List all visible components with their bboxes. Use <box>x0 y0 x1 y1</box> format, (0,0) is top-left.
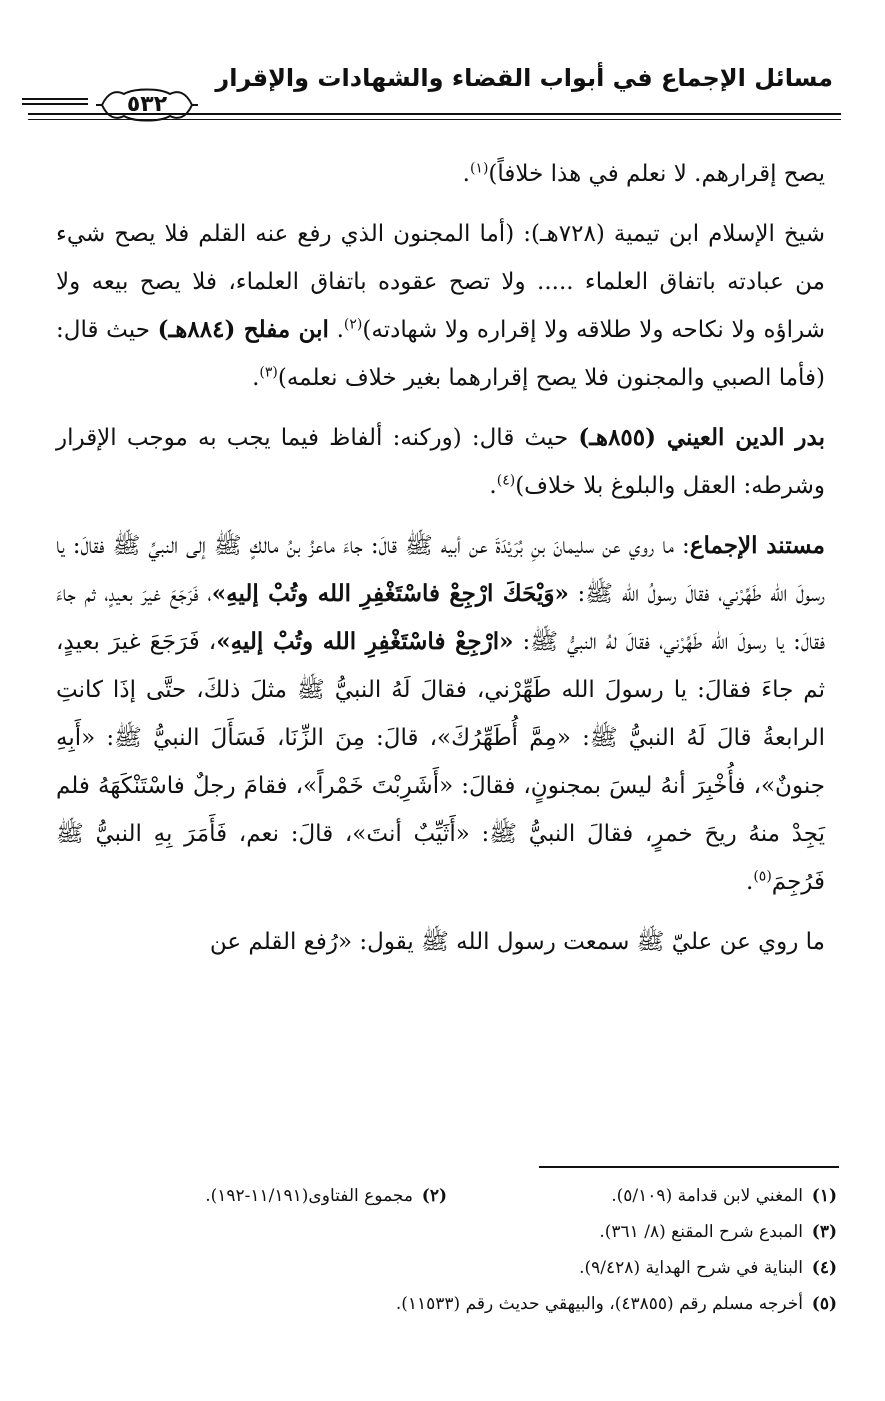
paragraph-text: . <box>489 473 497 499</box>
header-rule-thin <box>28 119 841 120</box>
paragraph-text: ، فَرَجَعَ غيرَ بعيدٍ، ثم جاءَ فقالَ: يا رسولَ الله طَهِّرْني، فقالَ لهُ النبيُّ ﷺ: <box>56 581 826 655</box>
footnote-number: (٣) <box>811 1222 837 1242</box>
hadith-quote: «ارْجِعْ فاسْتَغْفِرِ الله وتُبْ إليهِ» <box>216 628 514 655</box>
paragraph-5 <box>56 918 825 966</box>
header-ornament-lines <box>22 98 88 112</box>
body-text <box>56 150 825 966</box>
footnote-number: (١) <box>811 1186 837 1206</box>
footnote-text: المغني لابن قدامة (٥/١٠٩). <box>611 1186 803 1206</box>
footnote-2 <box>205 1178 447 1214</box>
paragraph-text: . <box>746 869 754 895</box>
footnotes <box>56 1178 837 1322</box>
footnote-separator <box>539 1166 839 1168</box>
paragraph-text: . <box>462 161 470 187</box>
footnote-text: أخرجه مسلم رقم (٤٣٨٥٥)، والبيهقي حديث رقم (١١٥٣٣). <box>395 1294 803 1314</box>
running-title: مسائل الإجماع في أبواب القضاء والشهادات والإقرار <box>215 64 833 92</box>
footnote-row <box>56 1286 837 1322</box>
footnote-number: (٥) <box>811 1294 837 1314</box>
paragraph-2 <box>56 210 825 402</box>
paragraph-text: شيخ الإسلام ابن تيمية (٧٢٨هـ): (أما المجنون الذي رفع عنه القلم فلا يصح شيء من عبادته باتفاق العلماء ..... ولا تصح عقوده باتفاق العلماء، فلا يصح بيعه ولا شراؤه ولا نكاحه ولا طلاقه ولا إقراره ولا شهادته) <box>56 221 825 343</box>
footnote-ref: (٢) <box>343 316 363 333</box>
paragraph-4 <box>56 522 825 906</box>
page-number: ٥٣٢ <box>126 92 168 117</box>
paragraph-text: حيث قال: (فأما الصبي والمجنون فلا يصح إقرارهما بغير خلاف نعلمه) <box>56 317 825 391</box>
paragraph-text: يصح إقرارهم. لا نعلم في هذا خلافاً) <box>488 161 825 187</box>
footnote-4 <box>579 1250 837 1286</box>
paragraph-text: ، فَرَجَعَ غيرَ بعيدٍ، ثم جاءَ فقالَ: يا رسولَ الله طَهِّرْني، فقالَ لَهُ النبيُّ ﷺ مثلَ ذلكَ، حتَّى إذَا كانتِ الرابعةُ قالَ لَهُ النبيُّ ﷺ: «مِمَّ أُطَهِّرُكَ»، قالَ: مِنَ الزِّنَا، فَسَأَلَ النبيُّ ﷺ: «أَبِهِ جنونٌ»، فأُخْبِرَ أنهُ ليسَ بمجنونٍ، فقالَ: «أَشَرِبْتَ خَمْراً»، فقامَ رجلٌ فاسْتَنْكَهَهُ فلم يَجِدْ منهُ ريحَ خمرٍ، فقالَ النبيُّ ﷺ: «أَثَيِّبٌ أنتَ»، قالَ: نعم، فَأَمَرَ بِهِ النبيُّ ﷺ فَرُجِمَ <box>56 629 825 895</box>
paragraph-text: : ما روي عن سليمانَ بنِ بُرَيْدَةَ عن أبيه ﷺ قالَ: جاءَ ماعزُ بنُ مالكٍ ﷺ إلى النبيِّ ﷺ فقالَ: يا رسولَ الله طَهِّرْني، فقالَ رسولُ الله ﷺ: <box>56 533 825 607</box>
footnote-text: مجموع الفتاوى(١١/١٩١-١٩٢). <box>205 1186 413 1206</box>
footnote-row <box>56 1214 837 1250</box>
paragraph-text: . <box>328 317 344 343</box>
hadith-quote: «وَيْحَكَ ارْجِعْ فاسْتَغْفِرِ الله وتُبْ إليهِ» <box>211 580 569 607</box>
paragraph-text: . <box>252 365 260 391</box>
footnote-ref: (٣) <box>259 364 278 381</box>
paragraph-text: ما روي عن عليّ ﷺ سمعت رسول الله ﷺ يقول: «رُفع القلم عن <box>209 929 825 955</box>
footnote-5 <box>396 1286 837 1322</box>
paragraph-1 <box>56 150 825 198</box>
footnote-ref: (١) <box>469 160 489 177</box>
footnote-row <box>56 1250 837 1286</box>
footnote-1 <box>447 1178 837 1214</box>
header-rule <box>28 113 841 115</box>
footnote-text: البناية في شرح الهداية (٩/٤٢٨). <box>579 1258 803 1278</box>
scholar-name: بدر الدين العيني (٨٥٥هـ) <box>578 424 825 451</box>
footnote-number: (٤) <box>811 1258 837 1278</box>
section-label: مستند الإجماع <box>689 532 825 559</box>
paragraph-3 <box>56 414 825 510</box>
paragraph-text: حيث قال: (وركنه: ألفاظ فيما يجب به موجب الإقرار وشرطه: العقل والبلوغ بلا خلاف) <box>56 425 825 499</box>
footnote-3 <box>599 1214 837 1250</box>
footnote-ref: (٤) <box>496 472 516 489</box>
footnote-number: (٢) <box>421 1186 447 1206</box>
footnote-text: المبدع شرح المقنع (٨/ ٣٦١). <box>599 1222 803 1242</box>
footnote-ref: (٥) <box>753 868 772 885</box>
scholar-name: ابن مفلح (٨٨٤هـ) <box>157 316 329 343</box>
footnote-row <box>56 1178 837 1214</box>
